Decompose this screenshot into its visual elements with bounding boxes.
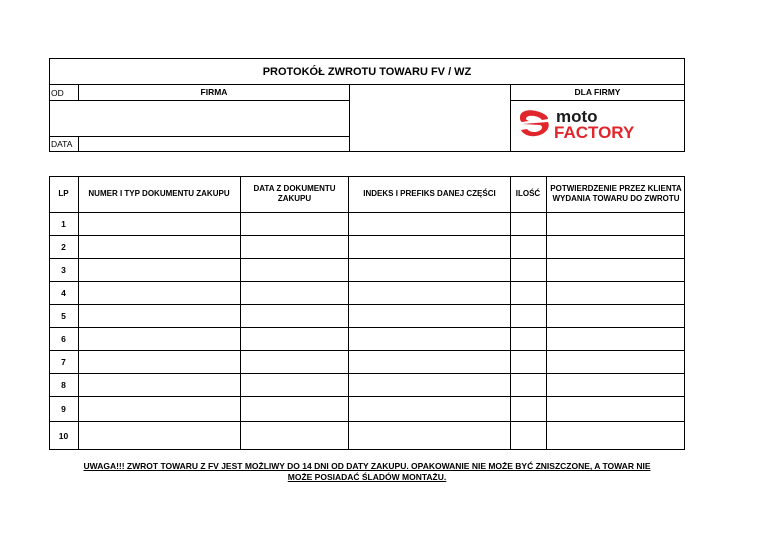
row-number: 4 [61,287,66,298]
row-rule [49,281,685,282]
column-header-document-date: DATA Z DOKUMENTU ZAKUPU [253,184,336,203]
row-rule [49,212,685,213]
column-header-confirmation: POTWIERDZENIE PRZEZ KLIENTA WYDANIA TOWARU DO ZWROTU [550,184,682,203]
row-number: 6 [61,333,66,344]
row-rule [49,350,685,351]
row-number: 1 [61,218,66,229]
row-rule [49,304,685,305]
return-policy-notice [49,461,685,483]
firma-field[interactable] [49,100,350,136]
date-field[interactable] [79,137,349,151]
row-number: 9 [61,403,66,414]
column-header-document-number: NUMER I TYP DOKUMENTU ZAKUPU [88,189,230,198]
row-rule [49,396,685,397]
logo-text-line2: FACTORY [554,123,635,140]
col-divider [546,176,547,450]
row-rule [49,258,685,259]
column-header-quantity: ILOŚĆ [515,189,541,198]
notice-line-2: MOŻE POSIADAĆ ŚLADÓW MONTAŻU. [287,472,447,482]
document-title: PROTOKÓŁ ZWROTU TOWARU FV / WZ [262,65,472,78]
row-rule [49,235,685,236]
dla-firmy-rule [510,100,685,101]
column-header-lp: LP [58,189,69,198]
dla-firmy-label: DLA FIRMY [574,87,621,97]
moto-factory-logo-icon [518,108,678,140]
firma-label: FIRMA [200,86,228,97]
data-label: DATA [51,139,73,149]
return-items-table [49,176,685,450]
column-header-part-index: INDEKS I PREFIKS DANEJ CZĘŚCI [363,189,496,198]
row-number: 8 [61,379,66,390]
row-number: 7 [61,356,66,367]
row-rule [49,421,685,422]
notice-line-1: UWAGA!!! ZWROT TOWARU Z FV JEST MOŻLIWY DO 14 DNI OD DATY ZAKUPU. OPAKOWANIE NIE MOŻE BYĆ ZNISZCZONE, A TOWAR NIE [83,461,651,471]
col-divider [348,176,349,450]
col-divider [78,176,79,450]
logo-text-line1: moto [556,108,598,126]
row-rule [49,373,685,374]
row-rule [49,327,685,328]
row-number: 3 [61,264,66,275]
row-number: 10 [58,430,69,441]
row-number: 2 [61,241,66,252]
row-number: 5 [61,310,66,321]
col-divider [240,176,241,450]
od-label: OD [51,88,64,98]
col-divider [510,176,511,450]
moto-factory-logo [518,108,678,140]
